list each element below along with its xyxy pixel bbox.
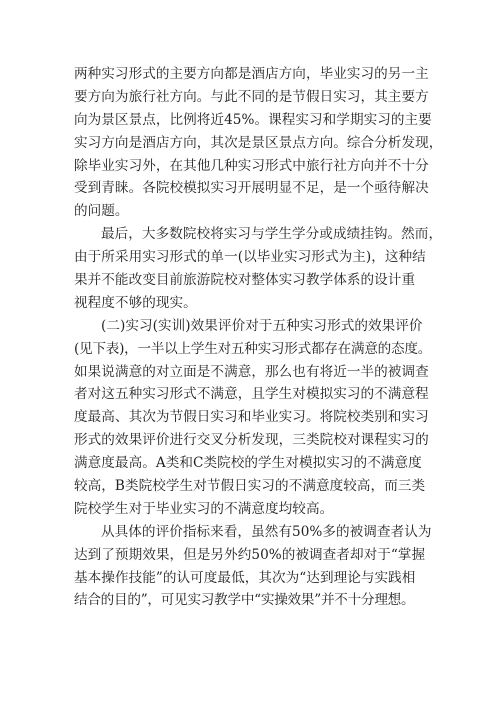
text-line: 果并不能改变目前旅游院校对整体实习教学体系的设计重	[74, 272, 416, 289]
text-line: 度最高、其次为节假日实习和毕业实习。将院校类别和实习	[74, 409, 429, 426]
text-line: 由于所采用实习形式的单一(以毕业实习形式为主)，这种结	[74, 249, 426, 266]
text-line: 除毕业实习外，在其他几种实习形式中旅行社方向并不十分	[74, 157, 429, 174]
text-line: 向为景区景点，比例将近45%。课程实习和学期实习的主要	[74, 111, 432, 128]
text-line: 的问题。	[74, 203, 129, 220]
text-line: 实习方向是酒店方向，其次是景区景点方向。综合分析发现，	[74, 134, 443, 151]
section-heading-line: (二)实习(实训)效果评价对于五种实习形式的效果评价	[101, 317, 423, 334]
text-line: 视程度不够的现实。	[74, 294, 197, 311]
text-line: 达到了预期效果，但是另外约50%的被调查者却对于“掌握	[74, 546, 426, 563]
text-line: (见下表)，一半以上学生对五种实习形式都存在满意的态度。	[74, 340, 432, 357]
text-line: 较高，B类院校学生对节假日实习的不满意度较高，而三类	[74, 478, 426, 495]
text-line: 满意度最高。A类和C类院校的学生对模拟实习的不满意度	[74, 455, 422, 472]
text-line: 者对这五种实习形式不满意，且学生对模拟实习的不满意程	[74, 386, 429, 403]
paragraph-first-line: 最后，大多数院校将实习与学生学分或成绩挂钩。然而，	[101, 226, 443, 243]
text-line: 两种实习形式的主要方向都是酒店方向，毕业实习的另一主	[74, 66, 429, 82]
text-line: 如果说满意的对立面是不满意，那么也有将近一半的被调查	[74, 363, 429, 380]
text-line: 结合的目的”，可见实习教学中“实操效果”并不十分理想。	[74, 592, 415, 609]
document-body	[74, 63, 443, 612]
paragraph-first-line: 从具体的评价指标来看，虽然有50%多的被调查者认为	[101, 523, 432, 540]
text-line: 院校学生对于毕业实习的不满意度均较高。	[74, 500, 334, 517]
text-line: 要方向为旅行社方向。与此不同的是节假日实习，其主要方	[74, 88, 429, 105]
text-line: 形式的效果评价进行交叉分析发现，三类院校对课程实习的	[74, 432, 429, 449]
text-line: 受到青睐。各院校模拟实习开展明显不足，是一个亟待解决	[74, 180, 429, 197]
text-line: 基本操作技能”的认可度最低，其次为“达到理论与实践相	[74, 569, 416, 586]
